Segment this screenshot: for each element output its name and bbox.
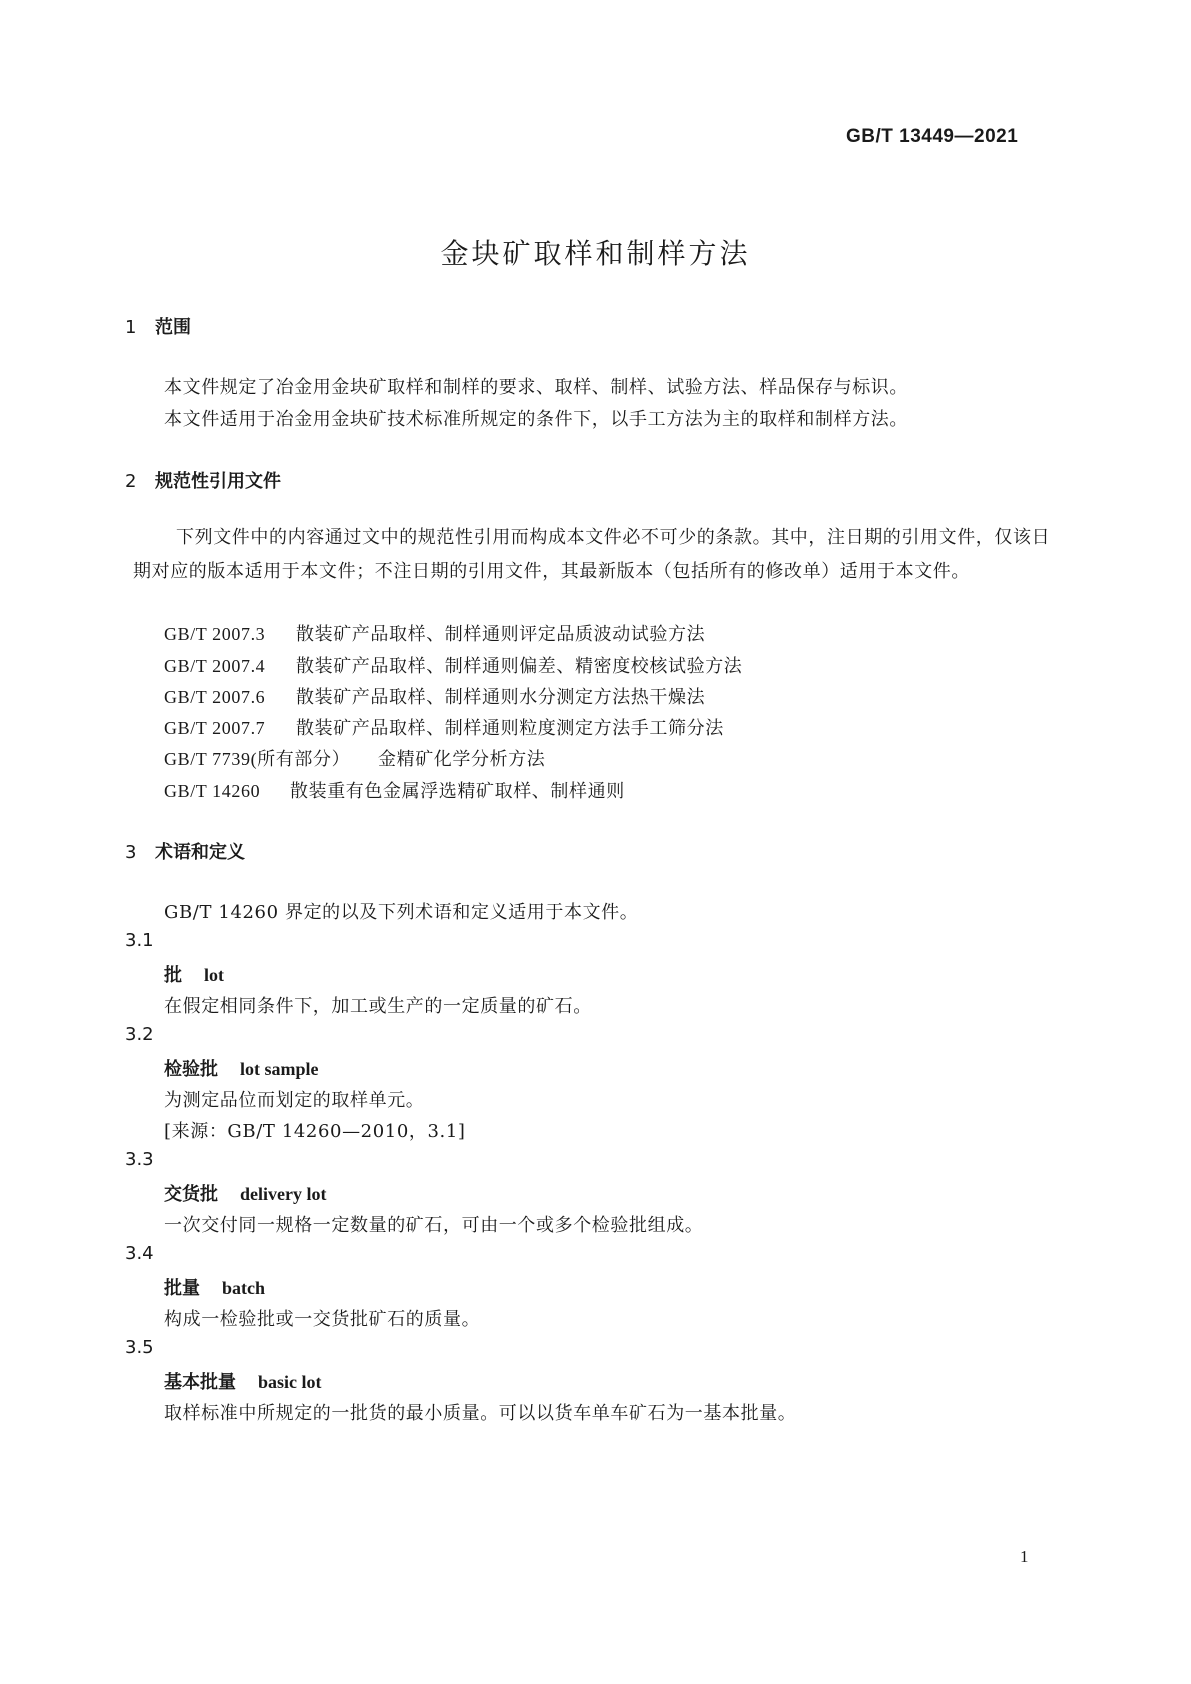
scope-paragraph-1: 本文件规定了冶金用金块矿取样和制样的要求、取样、制样、试验方法、样品保存与标识。 [164,377,908,398]
section-number: 1 [125,317,137,338]
reference-code: GB/T 2007.6 [164,687,266,707]
term-heading [164,1180,326,1206]
term-number: 3.4 [125,1243,154,1264]
term-heading [164,1368,322,1394]
reference-title: 散装矿产品取样、制样通则水分测定方法热干燥法 [296,687,706,708]
section-heading-scope [125,313,191,339]
references-intro: 下列文件中的内容通过文中的规范性引用而构成本文件必不可少的条款。其中，注日期的引用文件，仅该日期对应的版本适用于本文件；不注日期的引用文件，其最新版本（包括所有的修改单）适用于本文件。 [133,527,1051,582]
reference-item [164,777,625,803]
term-heading [164,961,224,987]
reference-title: 散装矿产品取样、制样通则粒度测定方法手工筛分法 [296,718,724,739]
term-number: 3.1 [125,930,154,951]
reference-code: GB/T 2007.7 [164,718,266,738]
standard-number: GB/T 13449—2021 [846,126,1019,147]
term-number: 3.3 [125,1149,154,1170]
term-number: 3.5 [125,1337,154,1358]
term-definition: 一次交付同一规格一定数量的矿石，可由一个或多个检验批组成。 [164,1215,704,1236]
term-en: basic lot [258,1372,322,1392]
reference-code: GB/T 2007.4 [164,656,266,676]
term-en: lot [204,965,224,985]
term-heading [164,1055,319,1081]
document-title: 金块矿取样和制样方法 [440,237,751,270]
reference-item [164,620,705,646]
section-title: 术语和定义 [155,842,245,863]
reference-title: 金精矿化学分析方法 [378,749,546,770]
term-zh: 交货批 [164,1184,218,1205]
section-number: 3 [125,842,137,863]
term-zh: 批量 [164,1278,200,1299]
reference-item [164,652,742,678]
reference-title: 散装重有色金属浮选精矿取样、制样通则 [290,781,625,802]
term-heading [164,1274,265,1300]
term-definition: 在假定相同条件下，加工或生产的一定质量的矿石。 [164,996,592,1017]
reference-item [164,683,705,709]
reference-code: GB/T 2007.3 [164,624,266,644]
section-title: 规范性引用文件 [155,471,281,492]
term-en: batch [222,1278,266,1298]
reference-title: 散装矿产品取样、制样通则评定品质波动试验方法 [296,624,706,645]
scope-paragraph-2: 本文件适用于冶金用金块矿技术标准所规定的条件下，以手工方法为主的取样和制样方法。 [164,409,908,430]
section-heading-terms-definitions [125,838,245,864]
reference-item [164,745,545,771]
reference-title: 散装矿产品取样、制样通则偏差、精密度校核试验方法 [296,656,743,677]
section-heading-normative-references [125,467,281,493]
term-source: [来源：GB/T 14260—2010，3.1] [164,1121,466,1142]
term-zh: 批 [164,965,182,986]
term-number: 3.2 [125,1024,154,1045]
term-definition: 取样标准中所规定的一批货的最小质量。可以以货车单车矿石为一基本批量。 [164,1403,797,1424]
term-definition: 为测定品位而划定的取样单元。 [164,1090,425,1111]
reference-item [164,714,724,740]
section-title: 范围 [155,317,191,338]
term-zh: 基本批量 [164,1372,236,1393]
section-number: 2 [125,471,137,492]
term-zh: 检验批 [164,1059,218,1080]
term-en: delivery lot [240,1184,327,1204]
terms-intro: GB/T 14260 界定的以及下列术语和定义适用于本文件。 [164,902,639,923]
page-number: 1 [1020,1547,1029,1566]
reference-code: GB/T 7739(所有部分） [164,749,351,769]
reference-code: GB/T 14260 [164,781,261,801]
term-en: lot sample [240,1059,319,1079]
term-definition: 构成一检验批或一交货批矿石的质量。 [164,1309,481,1330]
